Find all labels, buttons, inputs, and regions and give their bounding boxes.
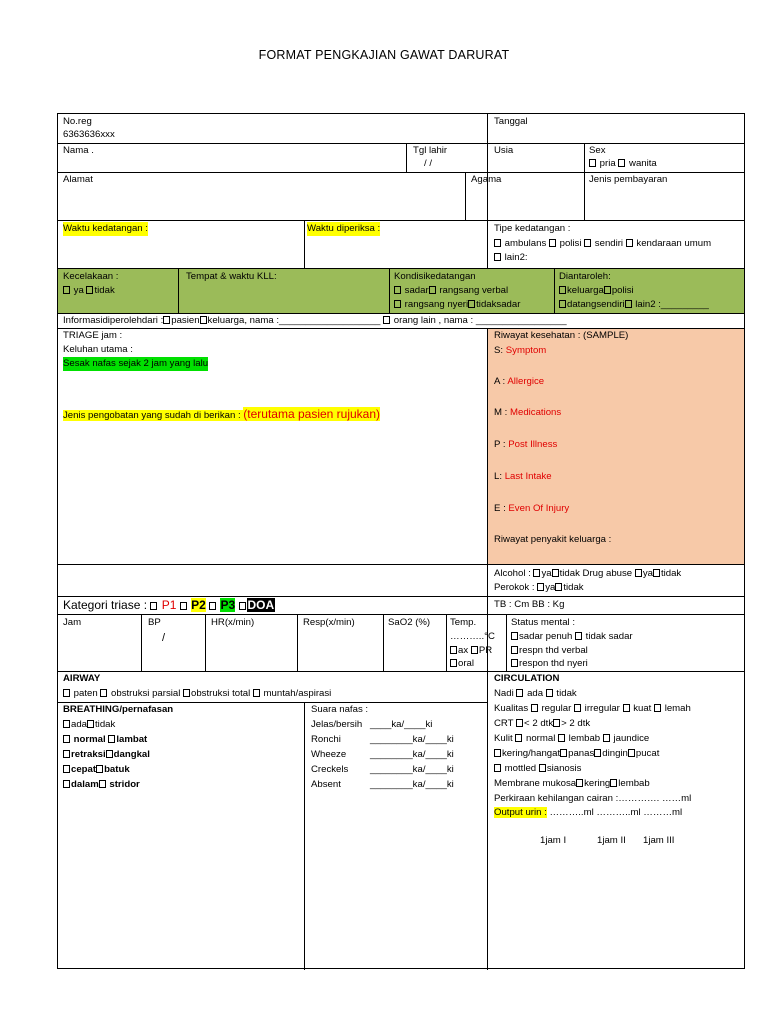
ambulans-checkbox[interactable] — [494, 239, 501, 247]
diantar-options-1: keluarga polisi — [559, 284, 634, 298]
regular-checkbox[interactable] — [531, 704, 538, 712]
jam-2: 1jam II — [597, 835, 626, 846]
batuk-checkbox[interactable] — [96, 765, 103, 773]
temp-ax-checkbox[interactable] — [450, 646, 457, 654]
suara-wheeze-fill: ________ka/____ki — [370, 749, 454, 760]
info-keluarga-checkbox[interactable] — [200, 316, 207, 324]
paten-checkbox[interactable] — [63, 689, 70, 697]
kering-hangat-checkbox[interactable] — [494, 749, 501, 757]
noreg-value: 6363636xxx — [63, 129, 115, 140]
kategori-triase-row: Kategori triase : P1 P2 P3 DOA — [63, 598, 275, 612]
mottled-checkbox[interactable] — [494, 764, 501, 772]
diantar-options-2: datangsendiri lain2 :_________ — [559, 298, 709, 312]
suara-absent-fill: ________ka/____ki — [370, 779, 454, 790]
suara-creckels-name: Creckels — [311, 764, 349, 775]
temp-pr-checkbox[interactable] — [471, 646, 478, 654]
nadi-ada-checkbox[interactable] — [516, 689, 523, 697]
kuat-checkbox[interactable] — [623, 704, 630, 712]
doa-checkbox[interactable] — [239, 602, 246, 610]
sample-a: A : Allergice — [494, 376, 545, 387]
irregular-checkbox[interactable] — [574, 704, 581, 712]
breathing-option-5: dalam stridor — [63, 778, 140, 792]
vitals-resp: Resp(x/min) — [303, 617, 355, 628]
sadar-penuh-checkbox[interactable] — [511, 632, 518, 640]
status-mental-1: sadar penuh tidak sadar — [511, 630, 633, 644]
keluhan-value: Sesak nafas sejak 2 jam yang lalu — [63, 358, 209, 369]
vitals-temp-oral: oral — [450, 657, 474, 671]
p3-checkbox[interactable] — [209, 602, 216, 610]
p1-checkbox[interactable] — [150, 602, 157, 610]
perokok-tidak-checkbox[interactable] — [555, 583, 562, 591]
p2-checkbox[interactable] — [180, 602, 187, 610]
breathing-label: BREATHING/pernafasan — [63, 704, 174, 715]
breathing-option-1: ada tidak — [63, 718, 115, 732]
form-title: FORMAT PENGKAJIAN GAWAT DARURAT — [258, 48, 510, 62]
kecelakaan-ya-checkbox[interactable] — [63, 286, 70, 294]
suara-nafas-label: Suara nafas : — [311, 704, 369, 715]
tb-bb-row: TB : Cm BB : Kg — [494, 599, 565, 610]
vitals-temp: Temp. — [450, 617, 477, 628]
tanggal-label: Tanggal — [494, 116, 528, 127]
kondisi-options-2: rangsang nyeri tidaksadar — [394, 298, 520, 312]
usia-label: Usia — [494, 145, 514, 156]
sex-wanita-checkbox[interactable] — [618, 159, 625, 167]
kondisi-options-1: sadar rangsang verbal — [394, 284, 508, 298]
jenis-pembayaran-label: Jenis pembayaran — [589, 174, 668, 185]
vitals-bp: BP — [148, 617, 161, 628]
riwayat-keluarga-label: Riwayat penyakit keluarga : — [494, 534, 612, 545]
nadi-tidak-checkbox[interactable] — [546, 689, 553, 697]
tempat-waktu-kll-label: Tempat & waktu KLL: — [186, 271, 277, 282]
sample-e: E : Even Of Injury — [494, 503, 570, 514]
kulit-normal-checkbox[interactable] — [515, 734, 522, 742]
perkiraan-cairan: Perkiraan kehilangan cairan :…………. ……ml — [494, 793, 692, 804]
panas-checkbox[interactable] — [560, 749, 567, 757]
rangsang-verbal-checkbox[interactable] — [429, 286, 436, 294]
airway-options: paten obstruksi parsial obstruksi total muntah/aspirasi — [63, 687, 331, 701]
kendaraan-umum-checkbox[interactable] — [626, 239, 633, 247]
waktu-diperiksa-label: Waktu diperiksa : — [307, 223, 381, 234]
sample-p: P : Post Illness — [494, 439, 558, 450]
tgl-lahir-value: / / — [424, 158, 432, 169]
sianosis-checkbox[interactable] — [539, 764, 546, 772]
kulit-row-2: kering/hangat panas dingin pucat — [494, 747, 659, 761]
polisi-checkbox[interactable] — [549, 239, 556, 247]
keluhan-label: Keluhan utama : — [63, 344, 133, 355]
breathing-option-4: cepat batuk — [63, 763, 130, 777]
crt-more-checkbox[interactable] — [553, 719, 560, 727]
assessment-form — [57, 113, 745, 969]
datang-sendiri-checkbox[interactable] — [559, 300, 566, 308]
sex-options: pria wanita — [589, 157, 657, 171]
rangsang-nyeri-checkbox[interactable] — [394, 300, 401, 308]
output-urin-row: Output urin : ………..ml ………..ml ………ml — [494, 807, 683, 818]
dalam-checkbox[interactable] — [63, 780, 70, 788]
lemah-checkbox[interactable] — [654, 704, 661, 712]
suara-ronchi-name: Ronchi — [311, 734, 341, 745]
sadar-checkbox[interactable] — [394, 286, 401, 294]
temp-oral-checkbox[interactable] — [450, 659, 457, 667]
tipe-lain-option: lain2: — [494, 251, 528, 265]
drug-ya-checkbox[interactable] — [635, 569, 642, 577]
pucat-checkbox[interactable] — [628, 749, 635, 757]
tipe-kedatangan-options: ambulans polisi sendiri kendaraan umum — [494, 237, 711, 251]
kondisi-kedatangan-label: Kondisikedatangan — [394, 271, 476, 282]
info-pasien-checkbox[interactable] — [163, 316, 170, 324]
muntah-checkbox[interactable] — [253, 689, 260, 697]
drug-tidak-checkbox[interactable] — [653, 569, 660, 577]
jenis-pengobatan-row: Jenis pengobatan yang sudah di berikan : (terutama pasien rujukan) — [63, 407, 381, 421]
mukosa-lembab-checkbox[interactable] — [610, 779, 617, 787]
suara-wheeze-name: Wheeze — [311, 749, 347, 760]
status-mental-label: Status mental : — [511, 617, 575, 628]
vitals-temp-c: ………..°C — [450, 631, 495, 642]
polisi-antar-checkbox[interactable] — [604, 286, 611, 294]
vitals-temp-ax-pr: ax PR — [450, 644, 492, 658]
nama-label: Nama . — [63, 145, 94, 156]
nadi-row: Nadi ada tidak — [494, 688, 577, 699]
suara-absent-name: Absent — [311, 779, 341, 790]
breathing-option-2: normal lambat — [63, 733, 147, 747]
jam-3: 1jam III — [643, 835, 675, 846]
jam-1: 1jam I — [540, 835, 567, 846]
mukosa-kering-checkbox[interactable] — [576, 779, 583, 787]
cepat-checkbox[interactable] — [63, 765, 70, 773]
respon-verbal-checkbox[interactable] — [511, 646, 518, 654]
dangkal-checkbox[interactable] — [106, 750, 113, 758]
vitals-sao2: SaO2 (%) — [388, 617, 431, 628]
vitals-jam: Jam — [63, 617, 82, 628]
retraksi-checkbox[interactable] — [63, 750, 70, 758]
sample-s: S: Symptom — [494, 345, 547, 356]
alcohol-ya-checkbox[interactable] — [533, 569, 540, 577]
kulit-row: Kulit normal lembab jaundice — [494, 733, 650, 744]
kulit-row-3: mottled sianosis — [494, 762, 581, 776]
breathing-option-3: retraksi dangkal — [63, 748, 150, 762]
alcohol-tidak-checkbox[interactable] — [552, 569, 559, 577]
kecelakaan-label: Kecelakaan : — [63, 271, 119, 282]
obstruksi-parsial-checkbox[interactable] — [100, 689, 107, 697]
tidak-checkbox[interactable] — [87, 720, 94, 728]
lambat-checkbox[interactable] — [108, 735, 115, 743]
kecelakaan-options: ya tidak — [63, 284, 115, 298]
status-mental-3: respon thd nyeri — [511, 657, 588, 671]
kecelakaan-tidak-checkbox[interactable] — [86, 286, 93, 294]
alcohol-row: Alcohol : ya tidak Drug abuse ya tidak — [494, 568, 682, 579]
tgl-lahir-label: Tgl lahir — [413, 145, 448, 156]
perokok-row: Perokok : ya tidak — [494, 582, 584, 593]
membrane-row: Membrane mukosa kering lembab — [494, 778, 650, 789]
triage-label: TRIAGE jam : — [63, 330, 123, 341]
sex-label: Sex — [589, 145, 606, 156]
riwayat-kesehatan-label: Riwayat kesehatan : (SAMPLE) — [494, 330, 629, 341]
tidak-sadar-checkbox[interactable] — [468, 300, 475, 308]
status-mental-2: respn thd verbal — [511, 644, 588, 658]
kulit-jaundice-checkbox[interactable] — [603, 734, 610, 742]
sample-m: M : Medications — [494, 407, 562, 418]
dingin-checkbox[interactable] — [594, 749, 601, 757]
kulit-lembab-checkbox[interactable] — [558, 734, 565, 742]
crt-row: CRT < 2 dtk > 2 dtk — [494, 718, 591, 729]
normal-checkbox[interactable] — [63, 735, 70, 743]
perokok-ya-checkbox[interactable] — [537, 583, 544, 591]
kualitas-row: Kualitas regular irregular kuat lemah — [494, 703, 691, 714]
suara-jelas-fill: ____ka/____ki — [370, 719, 433, 730]
waktu-kedatangan-label: Waktu kedatangan : — [63, 223, 148, 234]
vitals-hr: HR(x/min) — [211, 617, 255, 628]
stridor-checkbox[interactable] — [99, 780, 106, 788]
respon-nyeri-checkbox[interactable] — [511, 659, 518, 667]
vitals-bp-slash: / — [162, 632, 166, 644]
sendiri-checkbox[interactable] — [584, 239, 591, 247]
sample-l: L: Last Intake — [494, 471, 552, 482]
crt-less-checkbox[interactable] — [516, 719, 523, 727]
airway-label: AIRWAY — [63, 673, 101, 684]
suara-creckels-fill: ________ka/____ki — [370, 764, 454, 775]
lain2-checkbox[interactable] — [494, 253, 501, 261]
informasi-row: Informasidiperolehdari : pasien keluarga, nama :___________________ orang lain , nama : _________________ — [63, 315, 567, 326]
lain2-antar-checkbox[interactable] — [625, 300, 632, 308]
circulation-label: CIRCULATION — [494, 673, 560, 684]
agama-label: Agama — [471, 174, 502, 185]
suara-ronchi-fill: ________ka/____ki — [370, 734, 454, 745]
obstruksi-total-checkbox[interactable] — [183, 689, 190, 697]
tipe-kedatangan-label: Tipe kedatangan : — [494, 223, 571, 234]
diantar-label: Diantaroleh: — [559, 271, 611, 282]
ada-checkbox[interactable] — [63, 720, 70, 728]
keluarga-checkbox[interactable] — [559, 286, 566, 294]
info-orang-lain-checkbox[interactable] — [383, 316, 390, 324]
noreg-label: No.reg — [63, 116, 92, 127]
tidak-sadar-mental-checkbox[interactable] — [575, 632, 582, 640]
alamat-label: Alamat — [63, 174, 93, 185]
sex-pria-checkbox[interactable] — [589, 159, 596, 167]
suara-jelas-name: Jelas/bersih — [311, 719, 363, 730]
